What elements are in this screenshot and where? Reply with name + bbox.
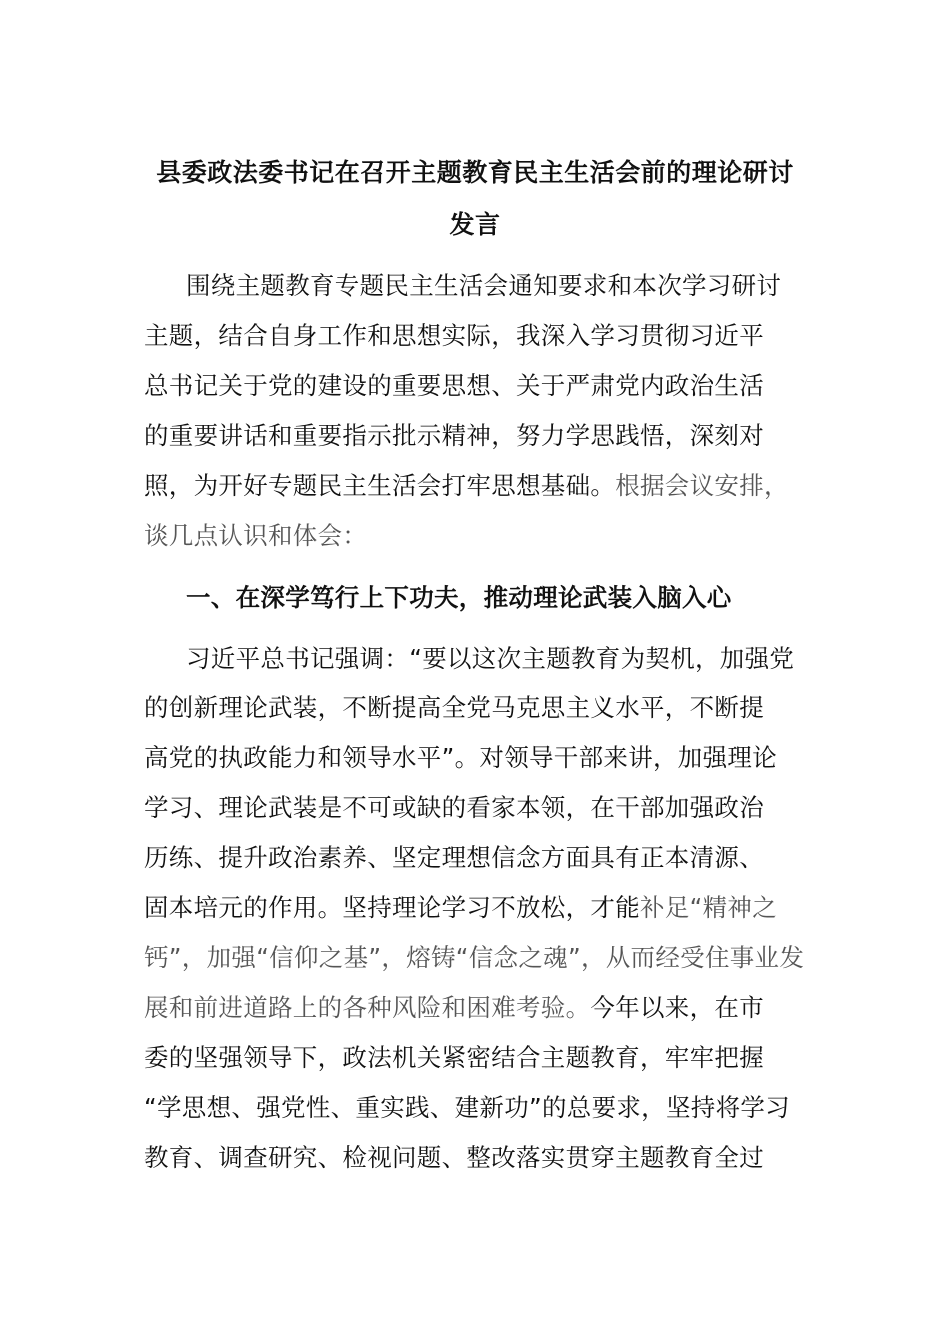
- paragraph-2-line-9: 委的坚强领导下，政法机关紧密结合主题教育，牢牢把握: [144, 1043, 764, 1072]
- paragraph-2-line-8-part-b: 今年以来，在市: [590, 993, 765, 1022]
- paragraph-1-line-2: 主题，结合自身工作和思想实际，我深入学习贯彻习近平: [144, 321, 764, 350]
- paragraph-1-line-4: 的重要讲话和重要指示批示精神，努力学思践悟，深刻对: [144, 421, 764, 450]
- document-title-line-1: 县委政法委书记在召开主题教育民主生活会前的理论研讨: [156, 158, 794, 187]
- document-title-line-2: 发言: [449, 210, 501, 239]
- paragraph-2-line-3: 高党的执政能力和领导水平”。对领导干部来讲，加强理论: [144, 743, 777, 772]
- paragraph-1-line-5-part-a: 照，为开好专题民主生活会打牢思想基础。: [144, 471, 616, 500]
- paragraph-2-line-8-part-a: 展和前进道路上的各种风险和困难考验。: [144, 993, 591, 1022]
- paragraph-2-line-11: 教育、调查研究、检视问题、整改落实贯穿主题教育全过: [144, 1143, 764, 1172]
- paragraph-2-line-2: 的创新理论武装，不断提高全党马克思主义水平，不断提: [144, 693, 764, 722]
- paragraph-2-line-8: [144, 992, 764, 1024]
- paragraph-2-line-1: 习近平总书记强调：“要以这次主题教育为契机，加强党: [186, 644, 795, 673]
- section-heading-1: 一、在深学笃行上下功夫，推动理论武装入脑入心: [186, 583, 732, 612]
- paragraph-1-line-5-part-b: 根据会议安排，: [615, 471, 789, 500]
- paragraph-1-line-3: 总书记关于党的建设的重要思想、关于严肃党内政治生活: [144, 371, 764, 400]
- paragraph-1-line-6: 谈几点认识和体会：: [144, 521, 368, 550]
- paragraph-2-line-6-part-b: 补足“精神之: [640, 893, 777, 922]
- paragraph-2-line-4: 学习、理论武装是不可或缺的看家本领，在干部加强政治: [144, 793, 764, 822]
- paragraph-2-line-10: “学思想、强党性、重实践、建新功”的总要求，坚持将学习: [144, 1093, 790, 1122]
- paragraph-1-line-1: 围绕主题教育专题民主生活会通知要求和本次学习研讨: [186, 271, 782, 300]
- paragraph-2-line-6-part-a: 固本培元的作用。坚持理论学习不放松，才能: [144, 893, 640, 922]
- paragraph-1-line-5: [144, 470, 789, 502]
- paragraph-2-line-6: [144, 892, 777, 924]
- paragraph-2-line-7: 钙”，加强“信仰之基”，熔铸“信念之魂”，从而经受住事业发: [144, 943, 805, 972]
- paragraph-2-line-5: 历练、提升政治素养、坚定理想信念方面具有正本清源、: [144, 843, 764, 872]
